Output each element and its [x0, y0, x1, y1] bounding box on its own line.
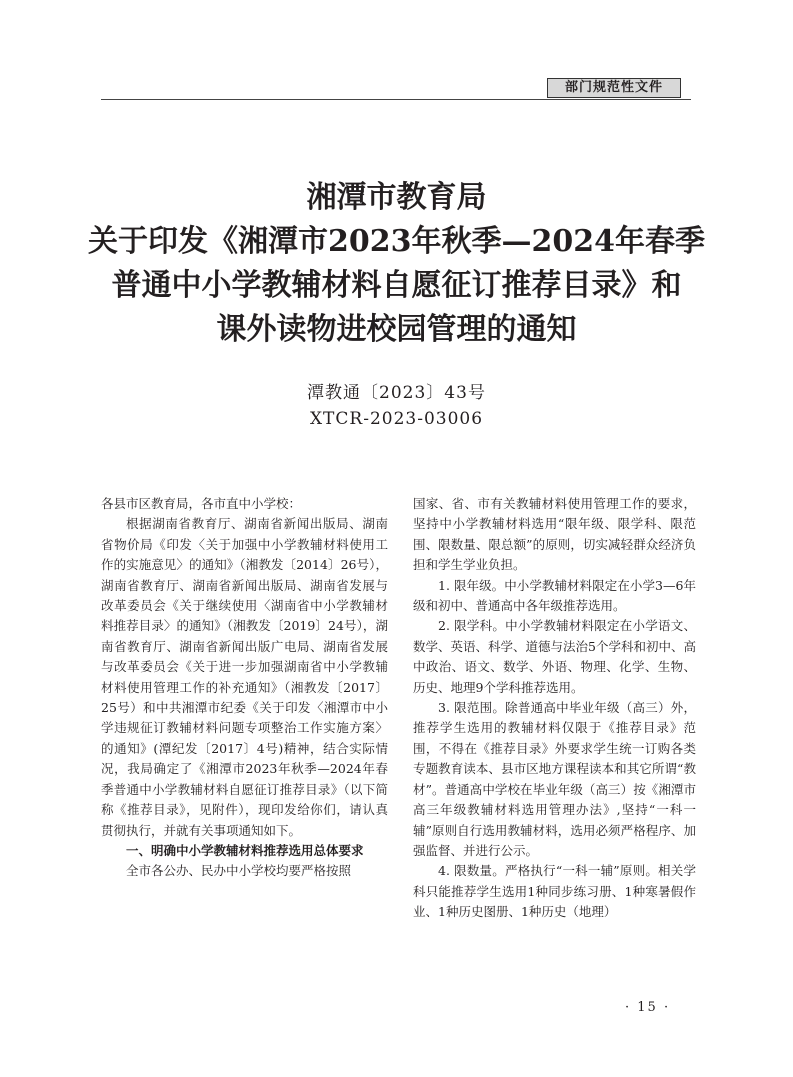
title-line: 课外读物进校园管理的通知 [216, 312, 577, 347]
section-heading: 一、明确中小学教辅材料推荐选用总体要求 [126, 842, 364, 858]
paragraph: 4. 限数量。严格执行“一科一辅”原则。相关学科只能推荐学生选用1种同步练习册、1种寒暑假作业、1种历史图册、1种历史（地理） [413, 863, 696, 920]
paragraph: 2. 限学科。中小学教辅材料限定在小学语文、数学、英语、科学、道德与法治5个学科和初中、高中政治、语文、数学、外语、物理、化学、生物、历史、地理9个学科推荐选用。 [413, 618, 696, 695]
right-column [413, 494, 696, 923]
paragraph: 国家、省、市有关教辅材料使用管理工作的要求，坚持中小学教辅材料选用“限年级、限学科、限范围、限数量、限总额”的原则，切实减轻群众经济负担和学生学业负担。 [413, 496, 696, 573]
paragraph: 1. 限年级。中小学教辅材料限定在小学3—6年级和初中、普通高中各年级推荐选用。 [413, 577, 696, 614]
left-column [101, 494, 388, 882]
title-line: 湘潭市教育局 [306, 180, 487, 215]
paragraph: 根据湖南省教育厅、湖南省新闻出版局、湖南省物价局《印发〈关于加强中小学教辅材料使用工作的实施意见〉的通知》（湘教发〔2014〕26号），湖南省教育厅、湖南省新闻出版局、湖南省发展与改革委员会《关于继续使用〈湖南省中小学教辅材料推荐目录〉的通知》（湘教发〔2019〕24号），湖南省教育厅、湖南省新闻出版广电局、湖南省发展与改革委员会《关于进一步加强湖南省中小学教辅材料使用管理工作的补充通知》（湘教发〔2017〕25号）和中共湘潭市纪委《关于印发〈湘潭市中小学违规征订教辅材料问题专项整治工作实施方案〉的通知》(潭纪发〔2017〕4号)精神，结合实际情况，我局确定了《湘潭市2023年秋季—2024年春季普通中小学教辅材料自愿征订推荐目录》（以下简称《推荐目录》，见附件），现印发给你们，请认真贯彻执行，并就有关事项通知如下。 [101, 516, 388, 838]
paragraph: 全市各公办、民办中小学校均要严格按照 [126, 863, 352, 879]
section-tag: 部门规范性文件 [547, 78, 681, 98]
document-number: 潭教通〔2023〕43号 [307, 383, 486, 403]
page-number: · 15 · [625, 1000, 671, 1015]
document-title [80, 176, 713, 352]
document-code: XTCR-2023-03006 [309, 409, 484, 429]
title-line: 关于印发《湘潭市2023年秋季—2024年春季 [88, 224, 705, 259]
title-line: 普通中小学教辅材料自愿征订推荐目录》和 [111, 268, 682, 303]
salutation: 各县市区教育局，各市直中小学校： [101, 496, 302, 511]
paragraph: 3. 限范围。除普通高中毕业年级（高三）外，推荐学生选用的教辅材料仅限于《推荐目录》范围，不得在《推荐目录》外要求学生统一订购各类专题教育读本、县市区地方课程读本和其它所谓“教材”。普通高中学校在毕业年级（高三）按《湘潭市高三年级教辅材料选用管理办法》,坚持“一科一辅”原则自行选用教辅材料，选用必须严格程序、加强监督、并进行公示。 [413, 700, 696, 858]
document-number-block [0, 380, 793, 432]
header-rule [101, 99, 691, 100]
